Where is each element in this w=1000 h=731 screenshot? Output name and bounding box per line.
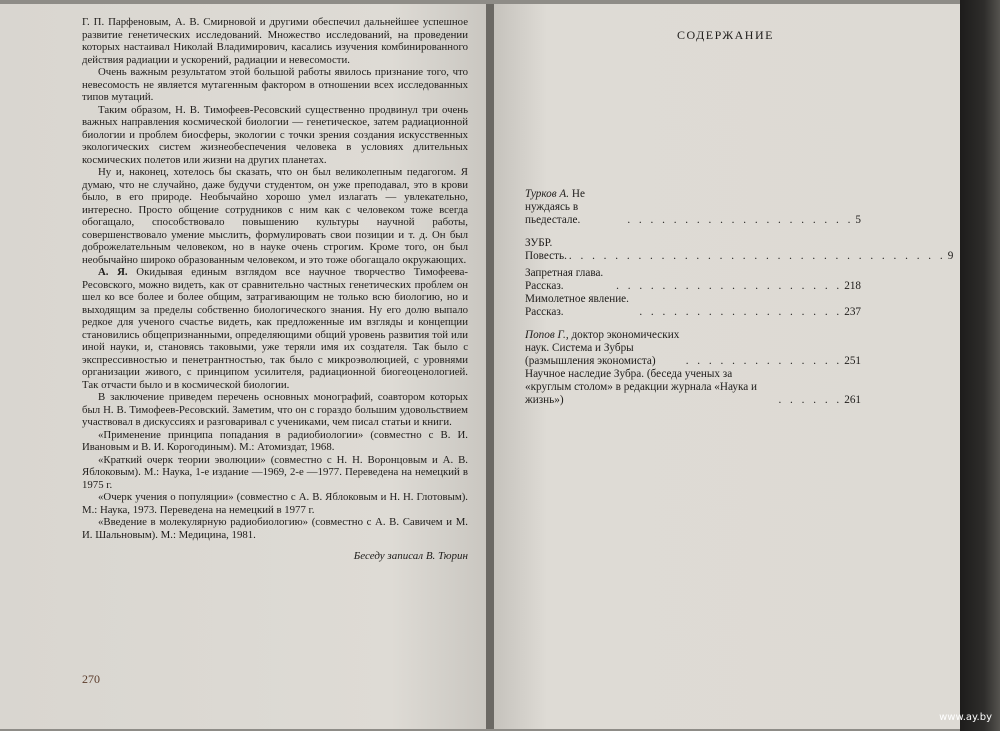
toc-entry bbox=[525, 368, 861, 407]
book-gutter bbox=[486, 4, 494, 729]
table-of-contents bbox=[525, 188, 954, 407]
bibliography-item: «Введение в молекулярную радиобиологию» (совместно с А. В. Савичем и М. И. Шальновым). М.: Медицина, 1981. bbox=[82, 516, 468, 541]
toc-title: Научное наследие Зубра. (беседа ученых за «круглым столом» в редакции журнала «Наука и жизнь») bbox=[525, 368, 757, 406]
toc-leader: . . . . . . . . . . . . . . . . . . . . bbox=[627, 214, 854, 226]
ay-text: Окидывая единым взглядом все научное творчество Тимофеева-Ресовского, можно видеть, как от сравнительно частных генетических проблем он шел ко все более и более общим, затрагивающим не только всю биологию, но и выходящим за пределы собственно биологического знания. Ну его долю выпало редкое для ученого счастье видеть, как предложенные им взгляды и концепции становились общепризнанными, определяющими общий уровень развития той или иной науки, и, становясь таковыми, уже теряли имя их создателя. Так было с экспрессивностью и пенетрантностью, так было с микроэволюцией, с уровнями организации живого, с принципом усилителя, радиационной биогеоценологией. Так отчасти было и в космической биологии. bbox=[82, 266, 468, 391]
page-number: 270 bbox=[82, 672, 100, 686]
bibliography-item: «Краткий очерк теории эволюции» (совместно с Н. Н. Воронцовым и А. В. Яблоковым). М.: Наука, 1-е издание —1969, 2-е —1977. Переведена на немецкий в 1975 г. bbox=[82, 453, 468, 491]
toc-author: Турков А. bbox=[525, 188, 570, 200]
bibliography-item: «Применение принципа попадания в радиобиологии» (совместно с В. И. Ивановым и В. И. Корогодиным). М.: Атомиздат, 1968. bbox=[82, 428, 468, 453]
toc-entry bbox=[525, 329, 861, 368]
toc-leader: . . . . . . . . . . . . . . . . . . . . . . . . . . . . . . . . . bbox=[568, 250, 946, 262]
toc-page: 218 bbox=[844, 280, 861, 292]
toc-entry bbox=[525, 293, 861, 319]
toc-author: Попов Г., bbox=[525, 329, 569, 341]
ay-paragraph bbox=[82, 266, 468, 391]
paragraph: Очень важным результатом этой большой работы явилось признание того, что невесомость не является мутагенным фактором в отношении всех исследованных типов мутаций. bbox=[82, 66, 468, 103]
toc-title: Мимолетное явление. Рассказ. bbox=[525, 293, 629, 318]
toc-title: Запретная глава. Рассказ. bbox=[525, 267, 604, 292]
toc-title: доктор экономических наук. Система и Зубры (размышления экономиста) bbox=[525, 329, 680, 367]
toc-page: 9 bbox=[947, 250, 954, 262]
book-cover-edge bbox=[960, 0, 1000, 731]
paragraph: Таким образом, Н. В. Тимофеев-Ресовский существенно продвинул три очень важных направления космической биологии — генетическое, затем радиационной биологии и проблем биосферы, экологии с точки зрения создания искусственных экологических систем жизнеобеспечения человека в условиях длительных космических полетов или жизни на других планетах. bbox=[82, 103, 468, 166]
watermark: www.ay.by bbox=[939, 712, 992, 723]
toc-title: Не нуждаясь в пьедестале. bbox=[525, 188, 585, 226]
toc-entry bbox=[525, 188, 861, 227]
toc-page: 237 bbox=[844, 306, 861, 318]
toc-entry bbox=[525, 237, 954, 263]
toc-leader: . . . . . . . . . . . . . . bbox=[685, 355, 843, 367]
interview-signature: Беседу записал В. Тюрин bbox=[353, 550, 468, 562]
toc-leader: . . . . . . . . . . . . . . . . . . . . bbox=[616, 280, 843, 292]
toc-leader: . . . . . . bbox=[778, 394, 843, 406]
toc-page: 251 bbox=[844, 355, 861, 367]
contents-title: СОДЕРЖАНИЕ bbox=[677, 28, 774, 42]
paragraph: Ну и, наконец, хотелось бы сказать, что он был великолепным педагогом. Я думаю, что не случайно, даже будучи студентом, он уже преподавал, это в крови было, в его природе. Необычайно хорошо умел излагать — увлекательно, интересно. Просто общение сотрудников с ним как с человеком тоже всегда обогащало, способствовало повышению культуры научной работы, совершенствовало умение мыслить, формулировать свои позиции и т. д. Он был доброжелательным человеком, но в науке очень строгим. Кроме того, он был необычайно широко образованным человеком, и это тоже обогащало окружающих. bbox=[82, 166, 468, 266]
toc-leader: . . . . . . . . . . . . . . . . . . bbox=[639, 306, 843, 318]
toc-page: 5 bbox=[855, 214, 861, 226]
conclusion-paragraph: В заключение приведем перечень основных монографий, соавтором которых был Н. В. Тимофеев-Ресовский. Заметим, что он с гораздо большим удовольствием участвовал в дискуссиях и разговаривал с учениками, чем писал статьи и книги. bbox=[82, 391, 468, 428]
toc-page: 261 bbox=[844, 394, 861, 406]
paragraph: Г. П. Парфеновым, А. В. Смирновой и другими обеспечил дальнейшее успешное развитие генетических исследований. Множество исследований, на проведении которых настаивал Николай Владимирович, касались изучения комбинированного действия радиации и ускорений, радиации и невесомости. bbox=[82, 16, 468, 66]
left-page-text bbox=[82, 16, 468, 563]
toc-title: ЗУБР. Повесть. bbox=[525, 237, 567, 262]
bibliography-item: «Очерк учения о популяции» (совместно с А. В. Яблоковым и Н. Н. Глотовым). М.: Наука, 1973. Переведена на немецкий в 1977 г. bbox=[82, 491, 468, 516]
toc-entry bbox=[525, 267, 861, 293]
speaker-label: А. Я. bbox=[98, 266, 128, 278]
